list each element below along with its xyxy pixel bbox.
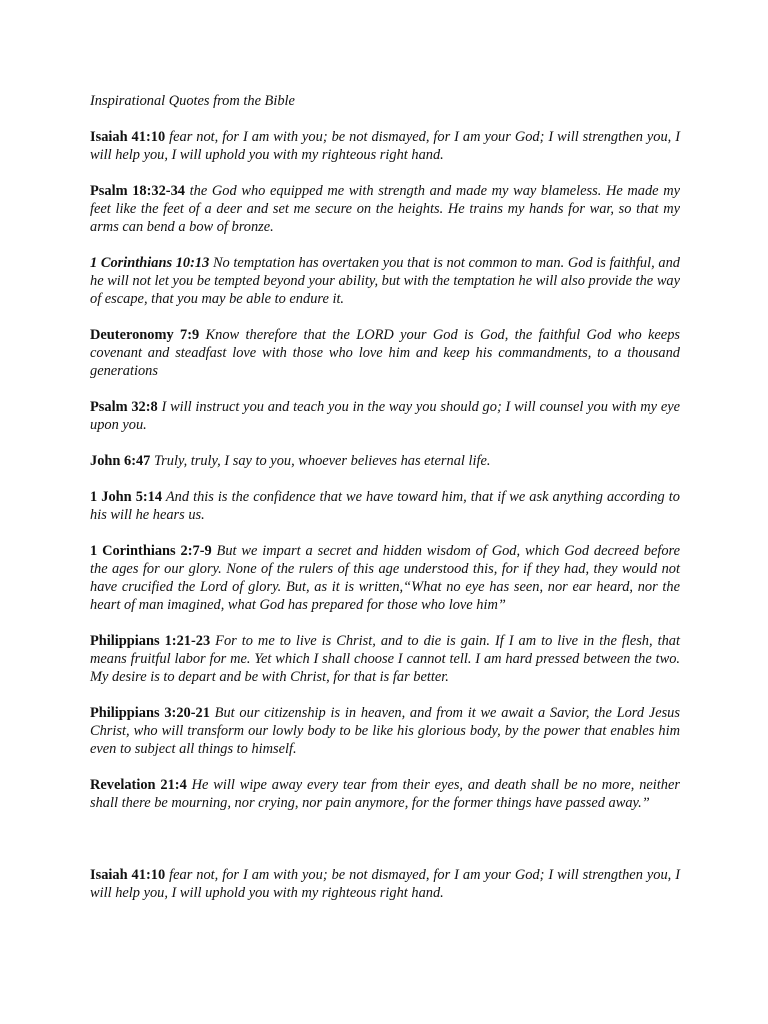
quote-reference: Isaiah 41:10 [90, 129, 166, 145]
quote-reference: John 6:47 [90, 453, 151, 469]
quote-reference: Psalm 32:8 [90, 399, 158, 415]
quote-john-6-47 [90, 452, 680, 470]
quote-text: But our citizenship is in heaven, and from it we await a Savior, the Lord Jesus Christ, who will transform our lowly body to be like his glorious body, by the power that enables him even to subject all things to himself. [90, 705, 680, 757]
quote-reference: 1 Corinthians 10:13 [90, 255, 210, 271]
quote-deuteronomy-7-9 [90, 326, 680, 380]
quote-text: For to me to live is Christ, and to die is gain. If I am to live in the flesh, that means fruitful labor for me. Yet which I shall choose I cannot tell. I am hard pressed between the two. My desire is to depart and be with Christ, for that is far better. [90, 633, 680, 685]
quote-text: He will wipe away every tear from their eyes, and death shall be no more, neither shall there be mourning, nor crying, nor pain anymore, for the former things have passed away.” [90, 777, 680, 811]
quote-reference: Isaiah 41:10 [90, 867, 166, 883]
quote-text: And this is the confidence that we have toward him, that if we ask anything according to his will he hears us. [90, 489, 680, 523]
quote-1-corinthians-2-7-9 [90, 542, 680, 614]
quote-text: the God who equipped me with strength and made my way blameless. He made my feet like the feet of a deer and set me secure on the heights. He trains my hands for war, so that my arms can bend a bow of bronze. [90, 183, 680, 235]
quote-1-john-5-14 [90, 488, 680, 524]
document-page [90, 92, 680, 920]
quote-revelation-21-4 [90, 776, 680, 812]
quote-text: Know therefore that the LORD your God is God, the faithful God who keeps covenant and steadfast love with those who love him and keep his commandments, to a thousand generations [90, 327, 680, 379]
quote-reference: Philippians 1:21-23 [90, 633, 211, 649]
quote-psalm-18-32-34 [90, 182, 680, 236]
quote-isaiah-41-10-repeat [90, 866, 680, 902]
quote-psalm-32-8 [90, 398, 680, 434]
quote-text: fear not, for I am with you; be not dismayed, for I am your God; I will strengthen you, I will help you, I will uphold you with my righteous right hand. [90, 129, 680, 163]
quote-reference: Psalm 18:32-34 [90, 183, 185, 199]
quote-philippians-1-21-23 [90, 632, 680, 686]
quote-reference: Revelation 21:4 [90, 777, 187, 793]
quote-text: But we impart a secret and hidden wisdom of God, which God decreed before the ages for our glory. None of the rulers of this age understood this, for if they had, they would not have crucified the Lord of glory. But, as it is written,“What no eye has seen, nor ear heard, nor the heart of man imagined, what God has prepared for those who love him” [90, 543, 680, 613]
quote-reference: 1 John 5:14 [90, 489, 163, 505]
quote-reference: Philippians 3:20-21 [90, 705, 210, 721]
quote-reference: 1 Corinthians 2:7-9 [90, 543, 212, 559]
document-title: Inspirational Quotes from the Bible [90, 93, 295, 109]
quote-text: I will instruct you and teach you in the way you should go; I will counsel you with my eye upon you. [90, 399, 680, 433]
quote-1-corinthians-10-13 [90, 254, 680, 308]
quote-text: Truly, truly, I say to you, whoever believes has eternal life. [150, 453, 491, 469]
quote-philippians-3-20-21 [90, 704, 680, 758]
quote-text: fear not, for I am with you; be not dismayed, for I am your God; I will strengthen you, I will help you, I will uphold you with my righteous right hand. [90, 867, 680, 901]
quote-reference: Deuteronomy 7:9 [90, 327, 200, 343]
blank-space [90, 830, 680, 866]
quote-isaiah-41-10 [90, 128, 680, 164]
quote-text: No temptation has overtaken you that is not common to man. God is faithful, and he will not let you be tempted beyond your ability, but with the temptation he will also provide the way of escape, that you may be able to endure it. [90, 255, 680, 307]
